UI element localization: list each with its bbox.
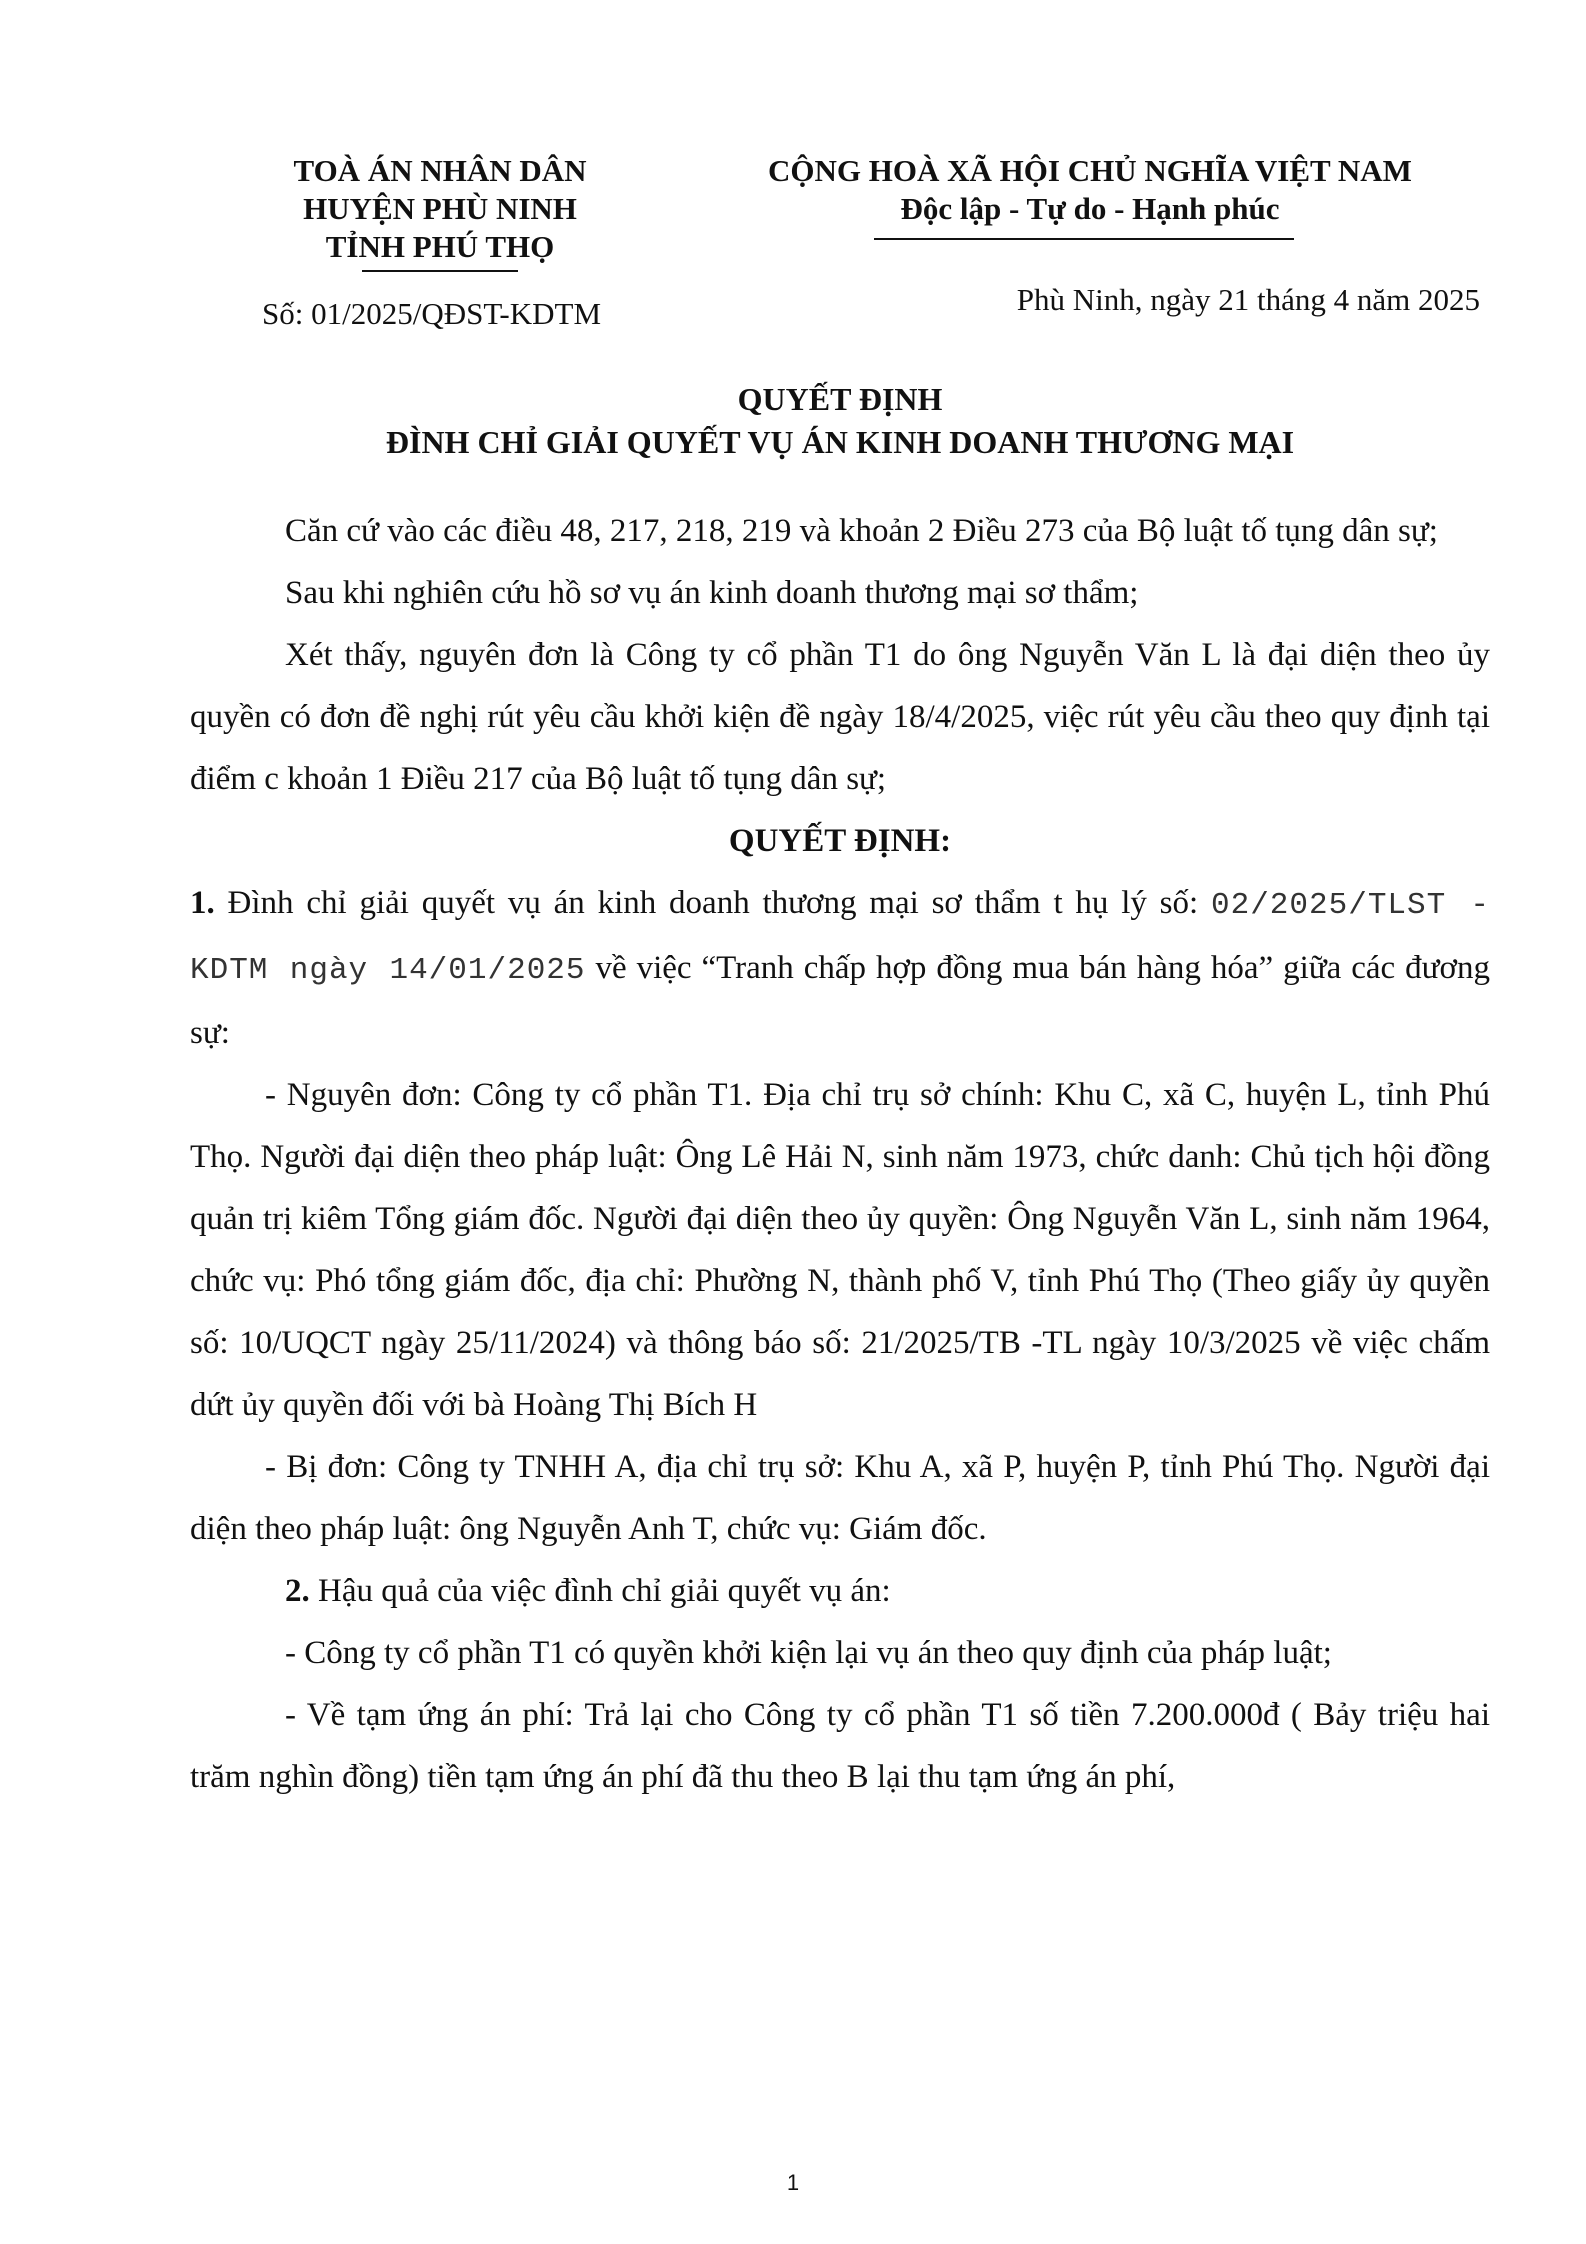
court-header-underline — [362, 270, 518, 272]
court-name-line1: TOÀ ÁN NHÂN DÂN — [293, 153, 587, 188]
document-body — [190, 500, 1490, 1808]
legal-basis-paragraph: Căn cứ vào các điều 48, 217, 218, 219 và khoản 2 Điều 273 của Bộ luật tố tụng dân sự; — [285, 513, 1438, 549]
item-1-text-a: Đình chỉ giải quyết vụ án kinh doanh thương mại sơ thẩm t hụ lý số: — [214, 885, 1211, 921]
consequence-court-fee: - Về tạm ứng án phí: Trả lại cho Công ty cổ phần T1 số tiền 7.200.000đ ( Bảy triệu hai trăm nghìn đồng) tiền tạm ứng án phí đã thu theo B lại thu tạm ứng án phí, — [190, 1697, 1490, 1795]
decision-item-1 — [190, 872, 1490, 1064]
motto-underline — [874, 238, 1294, 240]
court-name-line2: HUYỆN PHÙ NINH — [303, 191, 577, 226]
item-1-text-b: ngày — [268, 953, 390, 988]
page-number: 1 — [786, 2170, 800, 2195]
decision-item-2 — [190, 1560, 1490, 1622]
item-1-text-c: về việc “Tranh chấp hợp đồng mua bán hàng hóa” giữa các đương sự: — [190, 950, 1490, 1051]
item-1-number: 1. — [190, 885, 215, 921]
defendant-paragraph: - Bị đơn: Công ty TNHH A, địa chỉ trụ sở: Khu A, xã P, huyện P, tỉnh Phú Thọ. Người đại diện theo pháp luật: ông Nguyễn Anh T, chức vụ: Giám đốc. — [190, 1449, 1490, 1547]
title-line2: ĐÌNH CHỈ GIẢI QUYẾT VỤ ÁN KINH DOANH THƯƠNG MẠI — [385, 424, 1295, 460]
court-name-line3: TỈNH PHÚ THỌ — [325, 229, 555, 264]
nation-motto: Độc lập - Tự do - Hạnh phúc — [900, 191, 1280, 226]
plaintiff-paragraph: - Nguyên đơn: Công ty cổ phần T1. Địa chỉ trụ sở chính: Khu C, xã C, huyện L, tỉnh Phú Thọ. Người đại diện theo pháp luật: Ông Lê Hải N, sinh năm 1973, chức danh: Chủ tịch hội đồng quản trị kiêm Tổng giám đốc. Người đại diện theo ủy quyền: Ông Nguyễn Văn L, sinh năm 1964, chức vụ: Phó tổng giám đốc, địa chỉ: Phường N, thành phố V, tỉnh Phú Thọ (Theo giấy ủy quyền số: 10/UQCT ngày 25/11/2024) và thông báo số: 21/2025/TB -TL ngày 10/3/2025 về việc chấm dứt ủy quyền đối với bà Hoàng Thị Bích H — [190, 1077, 1490, 1423]
case-number: 02/2025/TLST - KDTM — [190, 888, 1490, 988]
nation-name: CỘNG HOÀ XÃ HỘI CHỦ NGHĨA VIỆT NAM — [768, 153, 1412, 188]
study-paragraph: Sau khi nghiên cứu hồ sơ vụ án kinh doanh thương mại sơ thẩm; — [285, 575, 1139, 611]
decision-number: Số: 01/2025/QĐST-KDTM — [262, 296, 602, 331]
item-2-number: 2. — [285, 1573, 310, 1609]
title-line1: QUYẾT ĐỊNH — [737, 381, 943, 417]
item-2-text: Hậu quả của việc đình chỉ giải quyết vụ án: — [309, 1573, 891, 1609]
considering-paragraph: Xét thấy, nguyên đơn là Công ty cổ phần T1 do ông Nguyễn Văn L là đại diện theo ủy quyền có đơn đề nghị rút yêu cầu khởi kiện đề ngày 18/4/2025, việc rút yêu cầu theo quy định tại điểm c khoản 1 Điều 217 của Bộ luật tố tụng dân sự; — [190, 637, 1490, 797]
decision-heading: QUYẾT ĐỊNH: — [728, 823, 952, 859]
document-title — [190, 378, 1490, 464]
court-header — [230, 152, 650, 266]
case-date: 14/01/2025 — [389, 953, 586, 988]
place-and-date: Phù Ninh, ngày 21 tháng 4 năm 2025 — [1016, 282, 1480, 317]
national-motto-header — [720, 152, 1460, 228]
consequence-refile: - Công ty cổ phần T1 có quyền khởi kiện lại vụ án theo quy định của pháp luật; — [285, 1635, 1332, 1671]
